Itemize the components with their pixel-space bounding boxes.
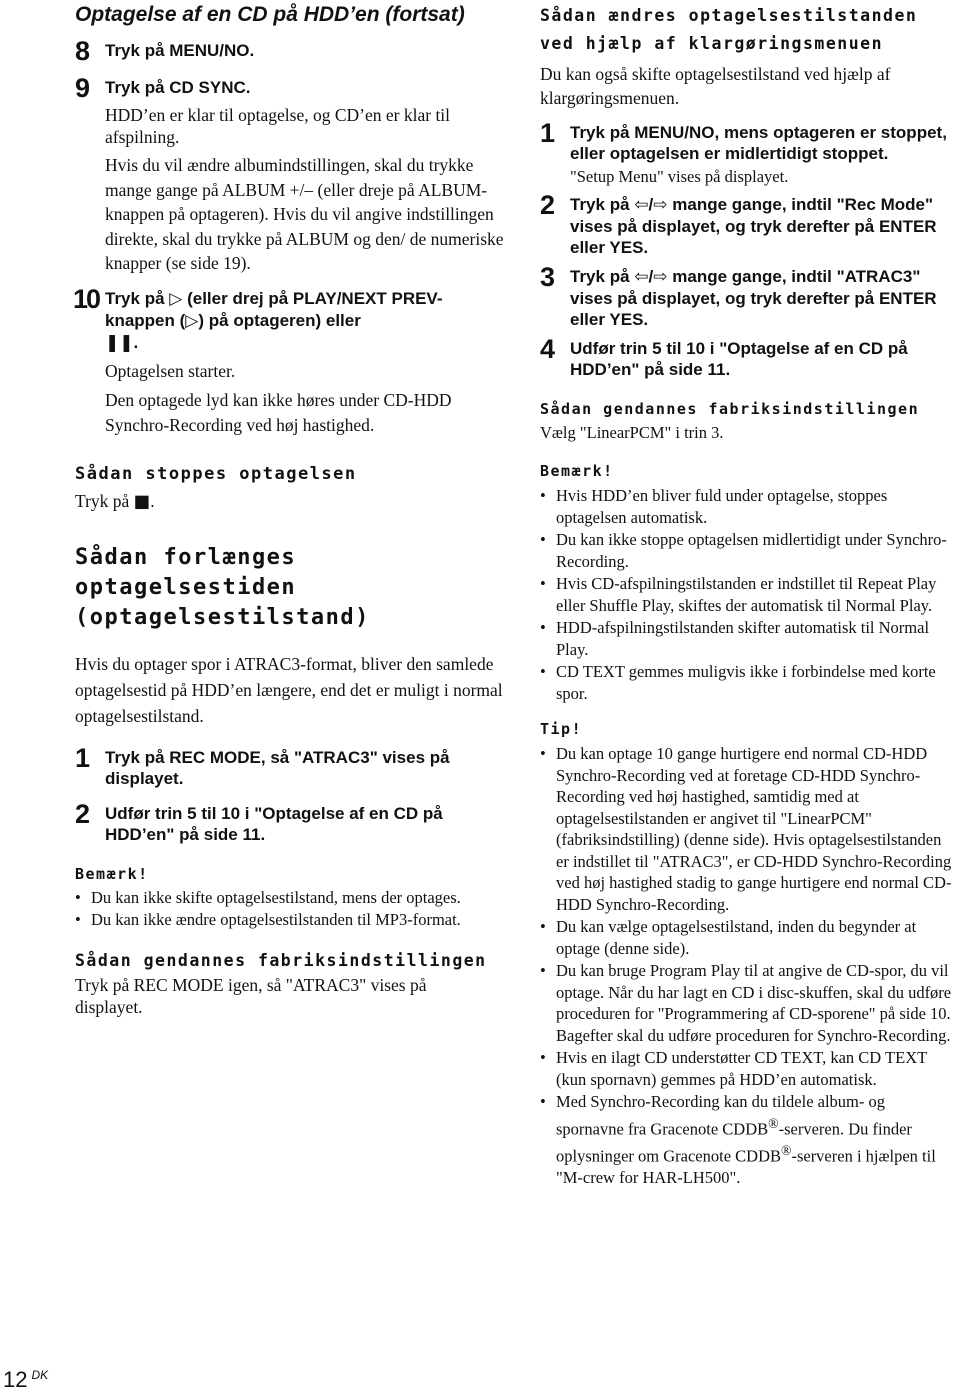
step-number: 3 bbox=[540, 262, 556, 292]
page-language: DK bbox=[31, 1368, 49, 1382]
step-text: Tryk på REC MODE, så "ATRAC3" vises på displayet. bbox=[105, 747, 450, 788]
step-text bbox=[105, 288, 505, 354]
step-text-part: . bbox=[133, 332, 139, 352]
stop-instruction bbox=[75, 490, 505, 513]
list-item: • Du kan bruge Program Play til at angive de CD-spor, du vil optage. Når du har lagt en CD i disc-skuffen, skal du udføre proceduren for "Programmering af CD-sporene" på side 10. Bagefter skal du udføre proceduren for Synchro-Recording. bbox=[540, 960, 955, 1046]
list-item bbox=[540, 1091, 955, 1188]
section-heading-reset: Sådan gendannes fabriksindstillingen bbox=[75, 950, 487, 970]
arrow-right-icon: ⇨ bbox=[653, 267, 668, 287]
list-item: • Du kan ikke skifte optagelsestilstand, mens der optages. bbox=[75, 887, 470, 909]
step-text: Tryk på MENU/NO, mens optageren er stoppet, eller optagelsen er midlertidigt stoppet. bbox=[570, 123, 947, 163]
section-heading-extend: Sådan forlænges optagelsestiden (optagelsestilstand) bbox=[75, 544, 370, 630]
change-step-3 bbox=[540, 262, 955, 330]
tip-text: -serveren i hjælpen til "M-crew for HAR-LH500". bbox=[556, 1146, 936, 1187]
step-text: Tryk på MENU/NO. bbox=[105, 41, 255, 60]
step-text: Tryk på CD SYNC. bbox=[105, 78, 251, 97]
step-number: 8 bbox=[75, 36, 91, 66]
step-number: 1 bbox=[75, 742, 91, 773]
step-text-part: Tryk på bbox=[570, 267, 630, 286]
pause-icon: ❚❚ bbox=[105, 332, 134, 353]
step-text-part: Tryk på bbox=[105, 288, 165, 308]
play-icon: ▷ bbox=[169, 288, 183, 309]
arrow-right-icon: ⇨ bbox=[653, 195, 668, 215]
section-intro: Hvis du optager spor i ATRAC3-format, bliver den samlede optagelsestid på HDD’en længere, end det er muligt i normal optagelsestilstand. bbox=[75, 653, 503, 726]
step-number: 2 bbox=[75, 798, 91, 829]
step-text-part: (eller drej på PLAY/NEXT PREV-knappen ( bbox=[105, 288, 443, 330]
stop-text: Tryk på bbox=[75, 490, 130, 511]
step-9 bbox=[75, 73, 505, 103]
stop-text: . bbox=[150, 490, 155, 511]
step-description: Hvis du vil ændre albumindstillingen, skal du trykke mange gange på ALBUM +/– (eller dreje på ALBUM-knappen på optageren). Hvis du vil angive indstillingen direkte, skal du trykke på ALBUM og den/ de numeriske knapper (se side 19). bbox=[105, 155, 504, 273]
note-heading: Bemærk! bbox=[75, 864, 149, 883]
list-item: • Du kan optage 10 gange hurtigere end normal CD-HDD Synchro-Recording ved at foretage CD-HDD Synchro-Recording ved høj hastighed, samtidig med at optagelsestilstanden er angivet til "LinearPCM" (fabriksindstilling) (denne side). Hvis optagelsestilstanden er indstillet til "ATRAC3", er CD-HDD Synchro-Recording ved høj hastighed stadig to gange hurtigere end normal CD-HDD Synchro-Recording. bbox=[540, 743, 955, 915]
step-description: Den optagede lyd kan ikke høres under CD-HDD Synchro-Recording ved høj hastighed. bbox=[105, 389, 452, 435]
change-step-1 bbox=[540, 118, 955, 164]
step-number: 9 bbox=[75, 73, 91, 103]
arrow-left-icon: ⇦ bbox=[634, 195, 649, 215]
step-description: HDD’en er klar til optagelse, og CD’en er klar til afspilning. bbox=[105, 105, 451, 147]
page-number bbox=[3, 1367, 48, 1393]
registered-mark: ® bbox=[781, 1142, 792, 1158]
right-column bbox=[540, 0, 955, 1189]
reset-text: Vælg "LinearPCM" i trin 3. bbox=[540, 423, 724, 442]
left-column bbox=[75, 0, 505, 1018]
tip-text: Med Synchro-Recording kan du tildele album- og spornavne fra Gracenote CDDB bbox=[556, 1092, 886, 1138]
list-item: • Du kan ikke ændre optagelsestilstanden til MP3-format. bbox=[75, 909, 470, 931]
reset-text: Tryk på REC MODE igen, så "ATRAC3" vises på displayet. bbox=[75, 974, 427, 1017]
step-number: 4 bbox=[540, 334, 556, 364]
change-step-4 bbox=[540, 334, 955, 380]
step-text-part: mange gange, indtil "ATRAC3" vises på displayet, og tryk derefter på ENTER eller YES. bbox=[570, 267, 937, 329]
list-item: • CD TEXT gemmes muligvis ikke i forbindelse med korte spor. bbox=[540, 661, 955, 704]
note-list bbox=[540, 485, 955, 704]
registered-mark: ® bbox=[768, 1115, 779, 1131]
step-text: Tryk på ⇦/⇨ mange gange, indtil "Rec Mode" vises på displayet, og tryk derefter på ENTER eller YES. bbox=[570, 195, 937, 257]
step-text-part: Tryk på bbox=[570, 195, 630, 214]
extend-step-1 bbox=[75, 742, 505, 789]
step-text: Tryk på ⇦/⇨ mange gange, indtil "ATRAC3" vises på displayet, og tryk derefter på ENTER eller YES. bbox=[570, 267, 937, 329]
tip-list bbox=[540, 743, 955, 1188]
step-number: 2 bbox=[540, 190, 556, 220]
step-number: 10 bbox=[73, 283, 100, 314]
extend-step-2 bbox=[75, 798, 505, 845]
page-header: Optagelse af en CD på HDD’en (fortsat) bbox=[75, 3, 465, 26]
section-heading-reset: Sådan gendannes fabriksindstillingen bbox=[540, 400, 920, 418]
step-text: Udfør trin 5 til 10 i "Optagelse af en CD på HDD’en" på side 11. bbox=[105, 803, 443, 844]
arrow-left-icon: ⇦ bbox=[634, 267, 649, 287]
section-heading-change: Sådan ændres optagelsestilstanden ved hjælp af klargøringsmenuen bbox=[540, 6, 918, 53]
list-item: • Hvis CD-afspilningstilstanden er indstillet til Repeat Play eller Shuffle Play, skiftes der automatisk til Normal Play. bbox=[540, 573, 955, 616]
list-item: • Hvis en ilagt CD understøtter CD TEXT, kan CD TEXT (kun spornavn) gemmes på HDD’en automatisk. bbox=[540, 1047, 955, 1090]
step-text-part: mange gange, indtil "Rec Mode" vises på displayet, og tryk derefter på ENTER eller YES. bbox=[570, 195, 937, 257]
stop-icon: ■ bbox=[133, 491, 151, 512]
page-number-value: 12 bbox=[3, 1367, 28, 1392]
note-heading: Bemærk! bbox=[540, 462, 614, 480]
list-item: • HDD-afspilningstilstanden skifter automatisk til Normal Play. bbox=[540, 617, 955, 660]
list-item: • Hvis HDD’en bliver fuld under optagelse, stoppes optagelsen automatisk. bbox=[540, 485, 955, 528]
step-text: Udfør trin 5 til 10 i "Optagelse af en CD på HDD’en" på side 11. bbox=[570, 339, 908, 379]
step-number: 1 bbox=[540, 118, 556, 148]
change-step-2 bbox=[540, 190, 955, 258]
list-item: • Du kan vælge optagelsestilstand, inden du begynder at optage (denne side). bbox=[540, 916, 955, 959]
note-list bbox=[75, 887, 470, 931]
tip-heading: Tip! bbox=[540, 720, 583, 738]
section-heading-stop: Sådan stoppes optagelsen bbox=[75, 463, 357, 484]
tip-text: -serveren. Du finder oplysninger om Gracenote CDDB bbox=[556, 1119, 912, 1165]
step-description: "Setup Menu" vises på displayet. bbox=[570, 167, 789, 186]
step-8 bbox=[75, 36, 505, 66]
step-text-part: ) på optageren) eller bbox=[198, 310, 361, 330]
step-description: Optagelsen starter. bbox=[105, 360, 236, 381]
play-icon: ▷ bbox=[185, 310, 199, 331]
step-10 bbox=[73, 283, 505, 354]
list-item: • Du kan ikke stoppe optagelsen midlertidigt under Synchro-Recording. bbox=[540, 529, 955, 572]
section-intro: Du kan også skifte optagelsestilstand ved hjælp af klargøringsmenuen. bbox=[540, 64, 891, 108]
